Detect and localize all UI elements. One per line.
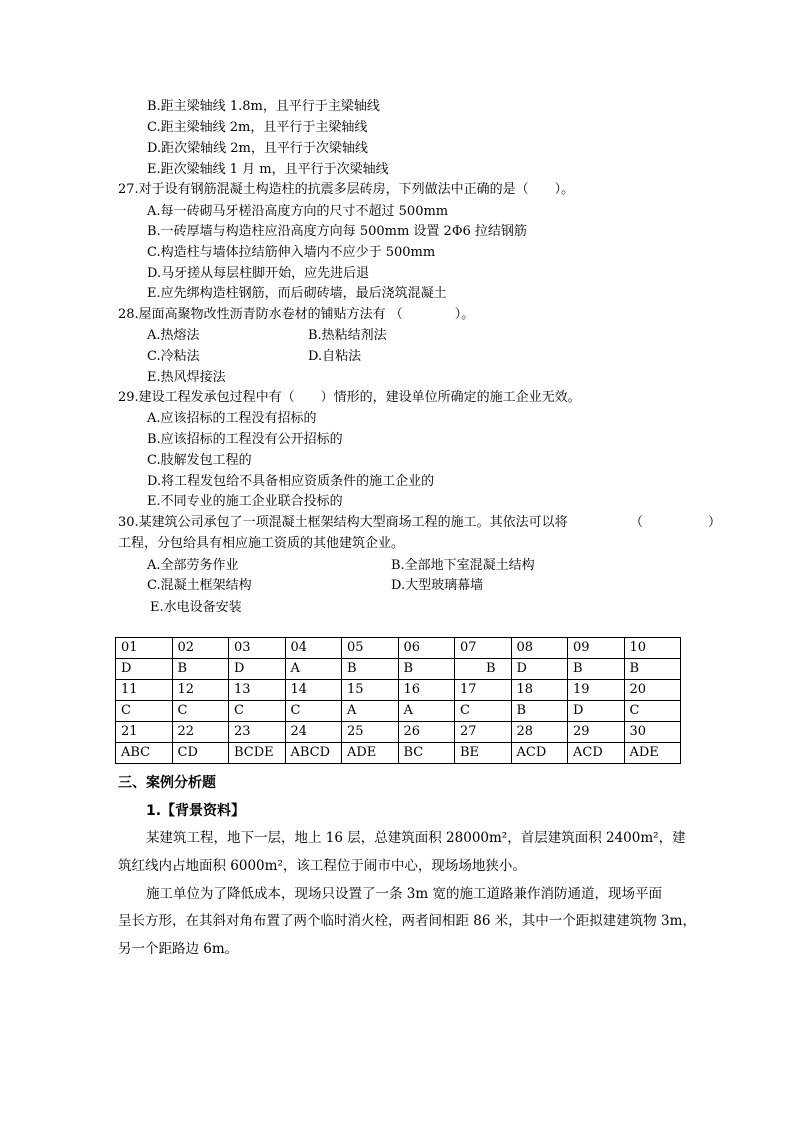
case-paragraph-2-line-3: 另一个距路边 6m。 — [118, 941, 239, 957]
table-cell: C — [172, 701, 229, 722]
table-cell: B — [398, 659, 455, 680]
q30-stem-line1: 30.某建筑公司承包了一项混凝土框架结构大型商场工程的施工。其依法可以将 — [118, 515, 568, 530]
q27-stem: 27.对于设有钢筋混凝土构造柱的抗震多层砖房，下列做法中正确的是（ ）。 — [118, 182, 575, 197]
table-cell: C — [285, 701, 342, 722]
q30-blank: （ ） — [630, 515, 722, 530]
case-paragraph-2-line-2: 呈长方形，在其斜对角布置了两个临时消火栓，两者间相距 86 米，其中一个距拟建建筑物 3m， — [118, 913, 696, 929]
table-cell: ABC — [116, 743, 173, 764]
table-cell: 15 — [342, 680, 399, 701]
q30-option-b: B.全部地下室混凝土结构 — [391, 558, 535, 573]
table-cell: 08 — [511, 638, 568, 659]
q29-option-e: E.不同专业的施工企业联合投标的 — [147, 494, 343, 509]
table-cell: 13 — [229, 680, 286, 701]
q27-option-d: D.马牙搓从每层柱脚开始，应先进后退 — [147, 266, 370, 281]
case-paragraph-1-line-1: 某建筑工程，地下一层，地上 16 层，总建筑面积 28000m²，首层建筑面积 2400m²，建 — [146, 830, 686, 846]
table-cell: 29 — [568, 722, 625, 743]
table-cell: 11 — [116, 680, 173, 701]
table-cell: D — [116, 659, 173, 680]
table-cell: B — [568, 659, 625, 680]
q30-option-c: C.混凝土框架结构 — [147, 578, 252, 593]
q27-option-e: E.应先绑构造柱钢筋，而后砌砖墙，最后浇筑混凝土 — [147, 286, 447, 301]
q27-option-c: C.构造柱与墙体拉结筋伸入墙内不应少于 500mm — [147, 245, 436, 260]
table-row — [116, 638, 681, 659]
table-row — [116, 722, 681, 743]
case-paragraph-1-line-2: 筑红线内占地面积 6000m²，该工程位于闹市中心，现场场地狭小。 — [118, 858, 526, 874]
table-cell: D — [568, 701, 625, 722]
table-cell: C — [624, 701, 681, 722]
q28-stem: 28.屋面高聚物改性沥青防水卷材的铺贴方法有 （ ）。 — [118, 307, 475, 322]
table-cell: 04 — [285, 638, 342, 659]
table-cell: 28 — [511, 722, 568, 743]
table-cell: C — [455, 701, 512, 722]
table-cell: BE — [455, 743, 512, 764]
q26-option-c: C.距主梁轴线 2m，且平行于主梁轴线 — [147, 120, 368, 135]
table-cell: 27 — [455, 722, 512, 743]
table-cell: ACD — [568, 743, 625, 764]
q29-option-a: A.应该招标的工程没有招标的 — [147, 411, 317, 426]
q29-stem: 29.建设工程发承包过程中有（ ）情形的，建设单位所确定的施工企业无效。 — [118, 390, 581, 405]
table-cell: 20 — [624, 680, 681, 701]
q26-option-d: D.距次梁轴线 2m，且平行于次梁轴线 — [147, 141, 368, 156]
table-cell: 16 — [398, 680, 455, 701]
table-cell: 30 — [624, 722, 681, 743]
table-cell: BC — [398, 743, 455, 764]
q27-option-a: A.每一砖砌马牙槎沿高度方向的尺寸不超过 500mm — [147, 204, 449, 219]
table-row — [116, 743, 681, 764]
table-cell: B — [624, 659, 681, 680]
table-row — [116, 680, 681, 701]
table-cell: 21 — [116, 722, 173, 743]
q30-option-a: A.全部劳务作业 — [147, 558, 239, 573]
table-cell: D — [229, 659, 286, 680]
table-cell: 05 — [342, 638, 399, 659]
case-title: 1.【背景资料】 — [146, 803, 246, 819]
table-cell: 17 — [455, 680, 512, 701]
q26-option-b: B.距主梁轴线 1.8m，且平行于主梁轴线 — [147, 99, 380, 114]
table-row — [116, 701, 681, 722]
q27-option-b: B.一砖厚墙与构造柱应沿高度方向每 500mm 设置 2Φ6 拉结钢筋 — [147, 224, 527, 239]
table-cell: B — [172, 659, 229, 680]
table-cell: A — [285, 659, 342, 680]
table-cell: C — [116, 701, 173, 722]
q30-stem-line2: 工程，分包给具有相应施工资质的其他建筑企业。 — [118, 536, 405, 551]
q26-option-e: E.距次梁轴线 1 月 m，且平行于次梁轴线 — [147, 162, 389, 177]
q28-option-c: C.冷粘法 — [147, 349, 200, 364]
table-cell: 02 — [172, 638, 229, 659]
table-cell: 01 — [116, 638, 173, 659]
table-cell: CD — [172, 743, 229, 764]
table-cell: 19 — [568, 680, 625, 701]
table-row — [116, 659, 681, 680]
table-cell: B — [342, 659, 399, 680]
table-cell: 10 — [624, 638, 681, 659]
table-cell: B — [455, 659, 512, 680]
q29-option-c: C.肢解发包工程的 — [147, 453, 252, 468]
table-cell: ACD — [511, 743, 568, 764]
table-cell: 03 — [229, 638, 286, 659]
table-cell: 18 — [511, 680, 568, 701]
table-cell: ABCD — [285, 743, 342, 764]
q28-option-d: D.自粘法 — [308, 349, 362, 364]
table-cell: ADE — [624, 743, 681, 764]
table-cell: 14 — [285, 680, 342, 701]
table-cell: 23 — [229, 722, 286, 743]
table-cell: D — [511, 659, 568, 680]
q28-option-e: E.热风焊接法 — [147, 370, 226, 385]
answer-table — [115, 637, 681, 764]
q29-option-d: D.将工程发包给不具备相应资质条件的施工企业的 — [147, 474, 435, 489]
table-cell: 07 — [455, 638, 512, 659]
table-cell: 12 — [172, 680, 229, 701]
q28-option-b: B.热粘结剂法 — [308, 328, 387, 343]
q30-option-e: E.水电设备安装 — [150, 600, 242, 615]
table-cell: 25 — [342, 722, 399, 743]
table-cell: 24 — [285, 722, 342, 743]
q28-option-a: A.热熔法 — [147, 328, 200, 343]
table-cell: C — [229, 701, 286, 722]
table-cell: 26 — [398, 722, 455, 743]
section-heading: 三、案例分析题 — [118, 775, 216, 791]
table-cell: BCDE — [229, 743, 286, 764]
table-cell: 22 — [172, 722, 229, 743]
table-cell: A — [342, 701, 399, 722]
table-cell: ADE — [342, 743, 399, 764]
table-cell: A — [398, 701, 455, 722]
table-cell: 09 — [568, 638, 625, 659]
table-cell: 06 — [398, 638, 455, 659]
q30-option-d: D.大型玻璃幕墙 — [391, 578, 484, 593]
case-paragraph-2-line-1: 施工单位为了降低成本，现场只设置了一条 3m 宽的施工道路兼作消防通道，现场平面 — [146, 886, 662, 902]
q29-option-b: B.应该招标的工程没有公开招标的 — [147, 432, 343, 447]
table-cell: B — [511, 701, 568, 722]
